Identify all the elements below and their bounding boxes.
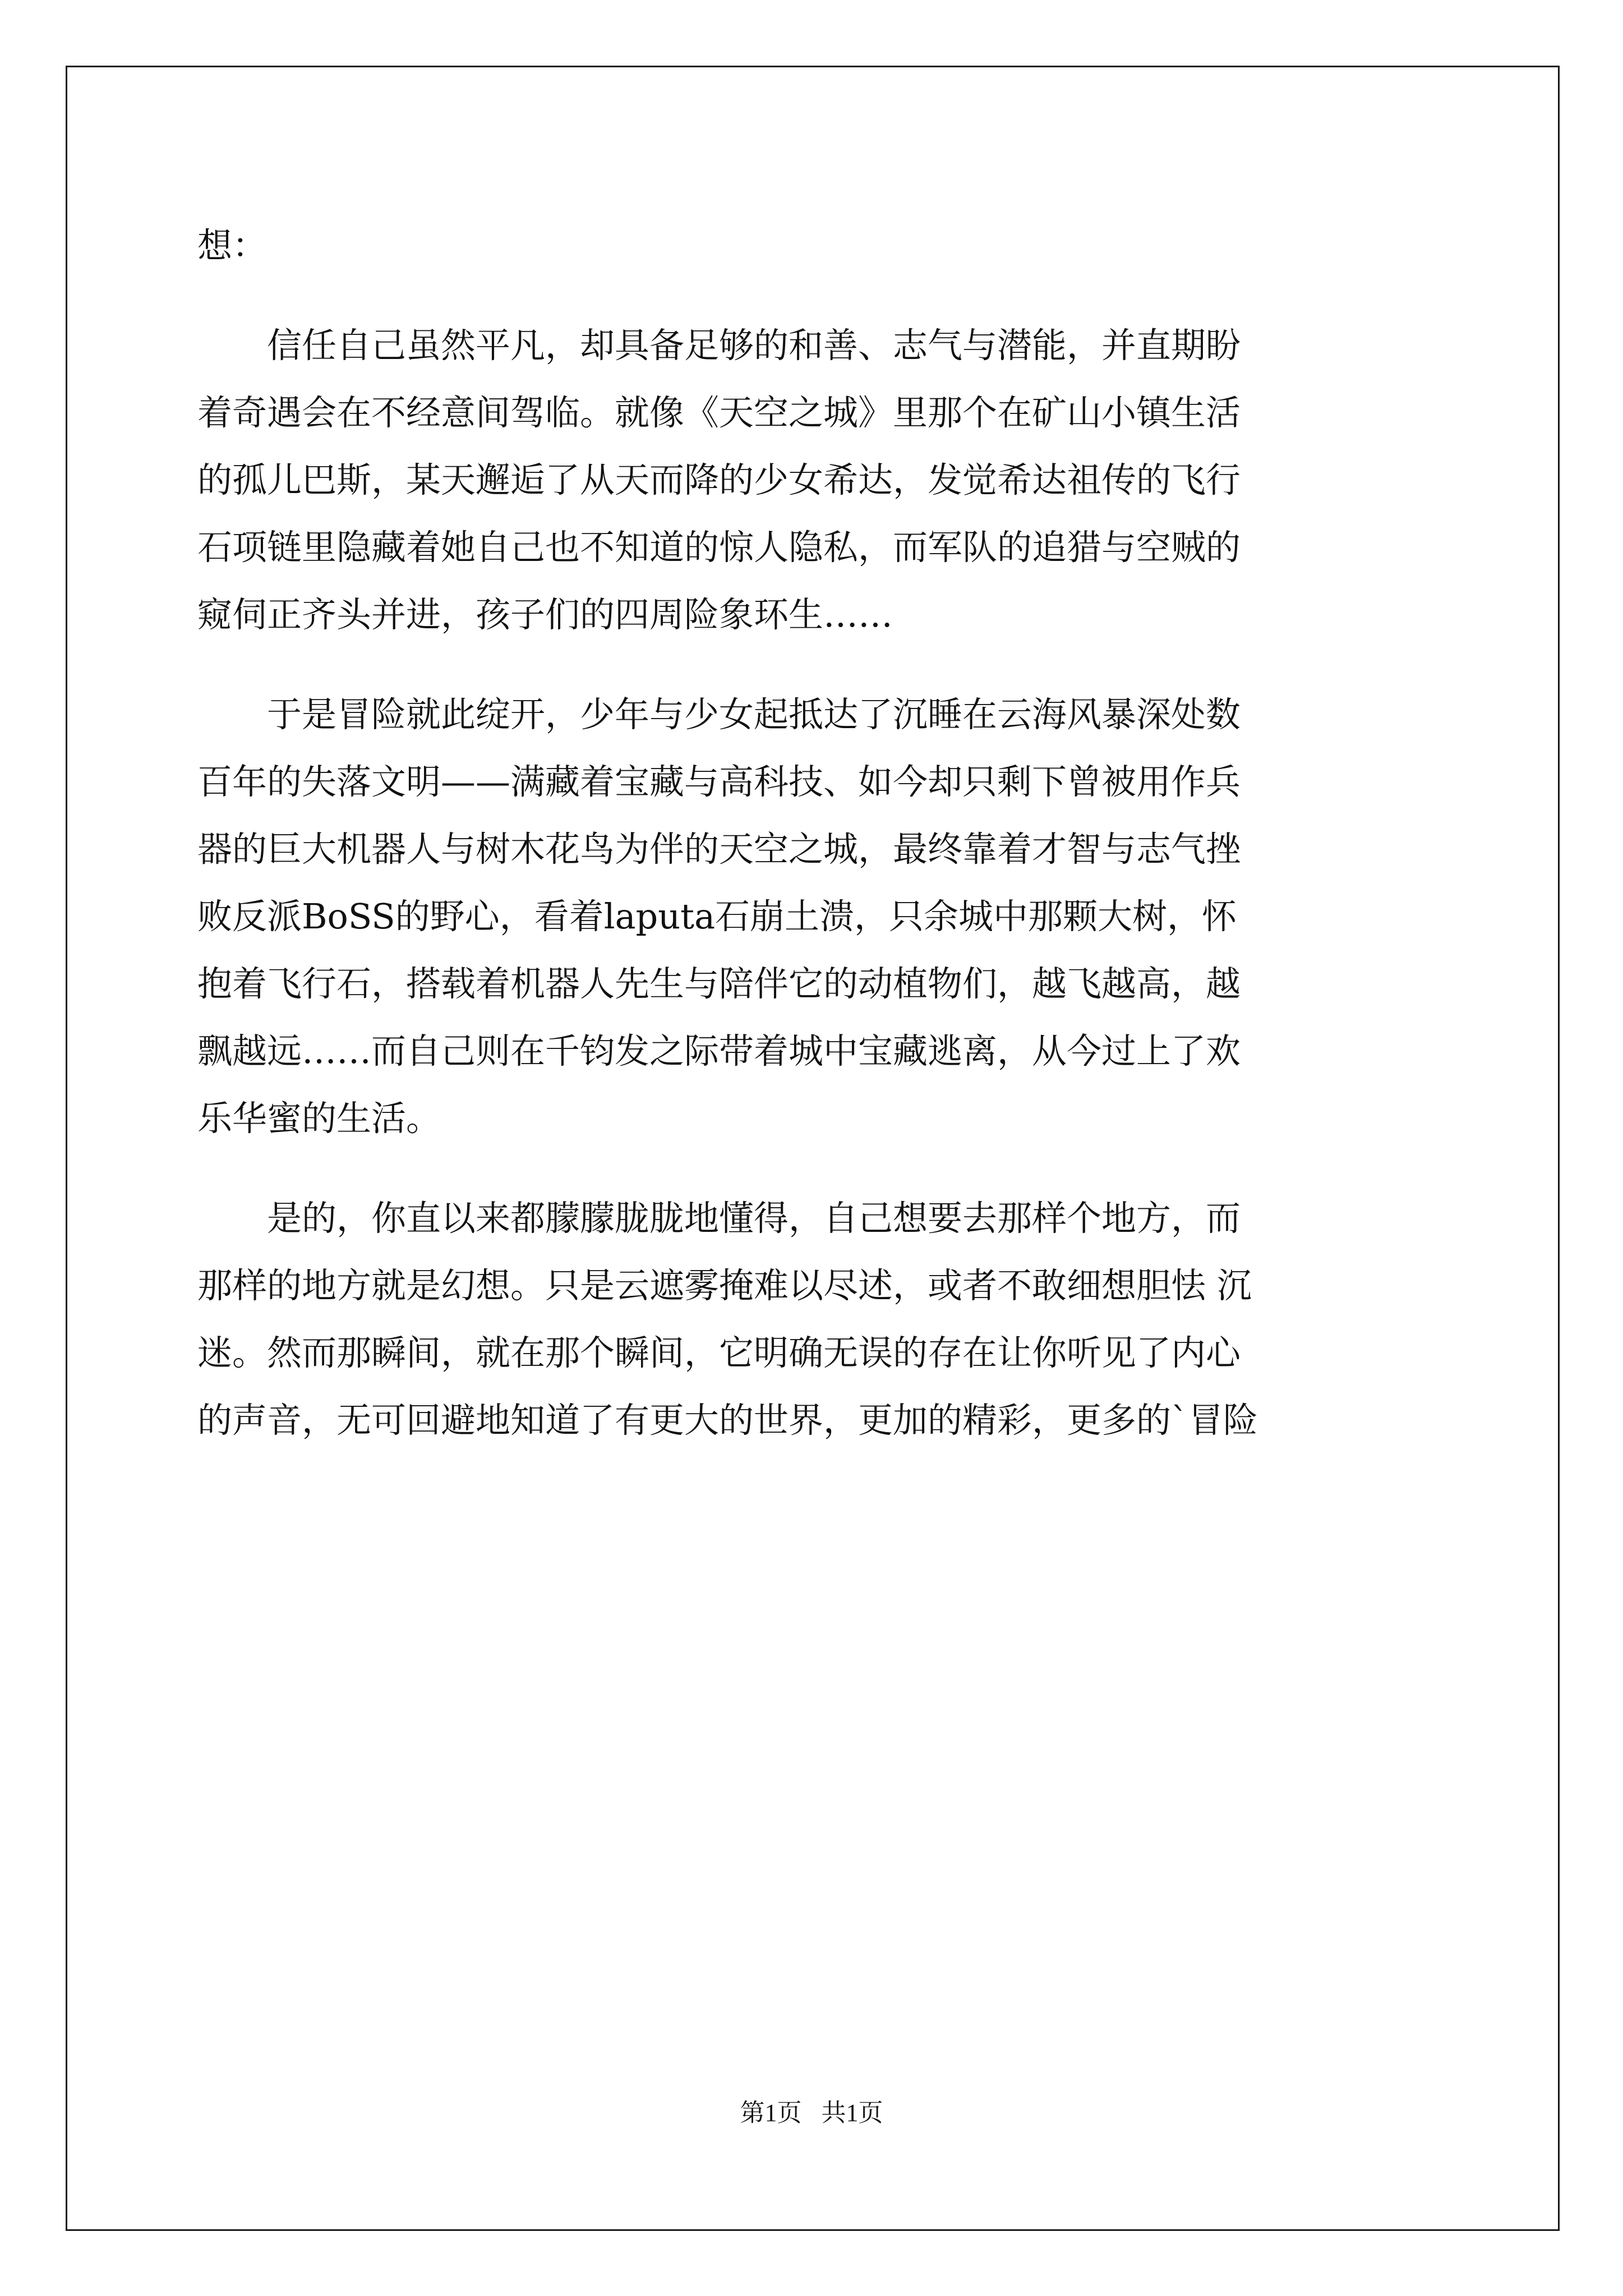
- text-line: 迷。然而那瞬间，就在那个瞬间，它明确无误的存在让你听见了内心: [197, 1332, 1241, 1373]
- text-line: 败反派BoSS的野心，看着laputa石崩土溃，只余城中那颗大树，怀: [197, 896, 1237, 937]
- text-line: 乐华蜜的生活。: [197, 1098, 441, 1139]
- text-line: 于是冒险就此绽开，少年与少女起抵达了沉睡在云海风暴深处数: [267, 694, 1241, 735]
- document-body: [197, 212, 1426, 1454]
- page-number-total: 共1页: [821, 2099, 883, 2127]
- paragraph: [197, 312, 1426, 648]
- text-line: 窥伺正齐头并进，孩子们的四周险象环生……: [197, 594, 893, 635]
- text-line: 那样的地方就是幻想。只是云遮雾掩难以尽述，或者不敢细想胆怯 沉: [197, 1265, 1252, 1306]
- text-line: 器的巨大机器人与树木花鸟为伴的天空之城，最终靠着才智与志气挫: [197, 829, 1241, 869]
- page-number-current: 第1页: [740, 2099, 802, 2127]
- text-line: 抱着飞行石，搭载着机器人先生与陪伴它的动植物们，越飞越高，越: [197, 963, 1241, 1004]
- paragraph: [197, 1185, 1426, 1454]
- text-line: 是的，你直以来都朦朦胧胧地懂得，自己想要去那样个地方，而: [267, 1198, 1241, 1239]
- paragraph: [197, 681, 1426, 1152]
- page-footer: [0, 2092, 1623, 2128]
- text-line: 百年的失落文明——满藏着宝藏与高科技、如今却只剩下曾被用作兵: [197, 761, 1241, 802]
- text-line: 飘越远……而自己则在千钧发之际带着城中宝藏逃离，从今过上了欢: [197, 1030, 1241, 1071]
- text-line: 想：: [197, 225, 268, 266]
- text-line: 石项链里隐藏着她自己也不知道的惊人隐私，而军队的追猎与空贼的: [197, 527, 1241, 568]
- paragraph: [197, 212, 1426, 279]
- text-line: 的声音，无可回避地知道了有更大的世界，更加的精彩，更多的`冒险: [197, 1400, 1258, 1441]
- text-line: 信任自己虽然平凡，却具备足够的和善、志气与潜能，并直期盼: [267, 325, 1241, 366]
- text-line: 的孤儿巴斯，某天邂逅了从天而降的少女希达，发觉希达祖传的飞行: [197, 459, 1241, 500]
- text-line: 着奇遇会在不经意间驾临。就像《天空之城》里那个在矿山小镇生活: [197, 392, 1241, 433]
